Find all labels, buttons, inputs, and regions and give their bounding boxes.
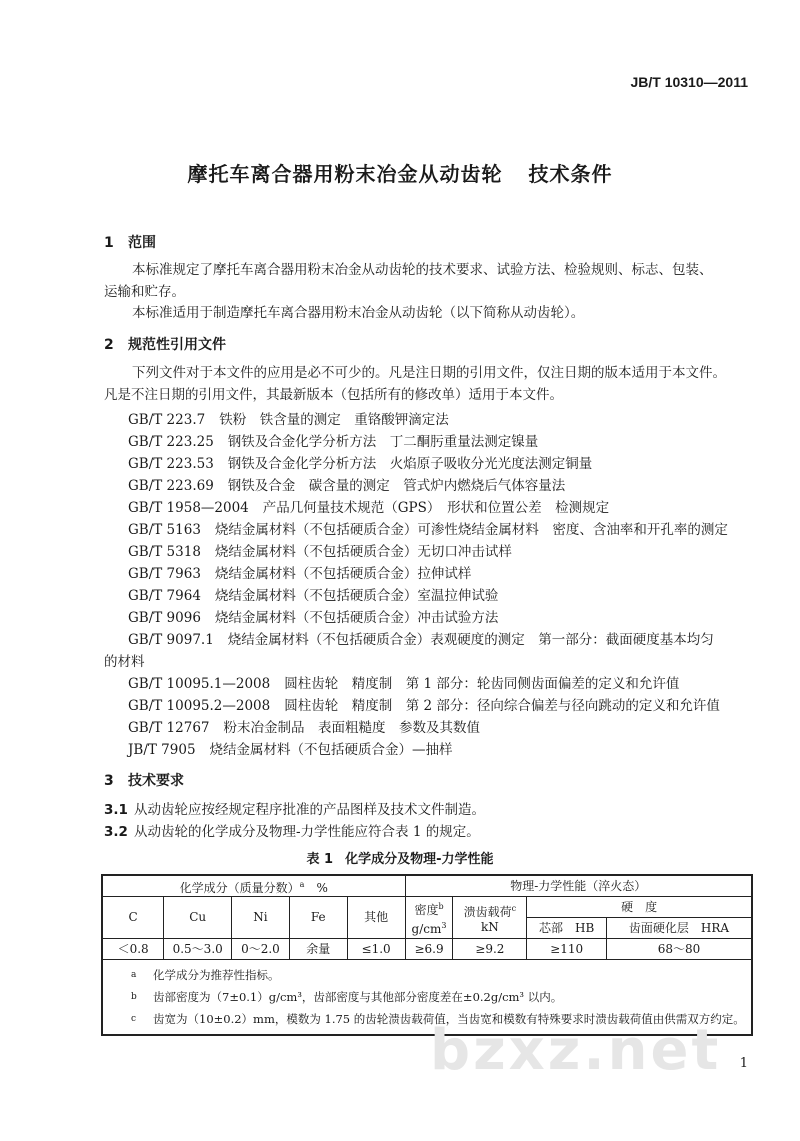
title-main: 摩托车离合器用粉末冶金从动齿轮 <box>187 162 503 186</box>
ref-continuation: 的材料 <box>104 654 145 670</box>
ref-title: 钢铁及合金化学分析方法 火焰原子吸收分光光度法测定铜量 <box>227 456 593 472</box>
ref-code: GB/T 5318 <box>128 544 201 560</box>
cell-cu: 0.5～3.0 <box>164 939 232 960</box>
ref-item <box>128 408 449 428</box>
document-title <box>0 158 800 187</box>
col-crush-label: 溃齿载荷 <box>463 904 512 919</box>
ref-title: 烧结金属材料（不包括硬质合金）表观硬度的测定 第一部分：截面硬度基本均匀 <box>227 632 714 648</box>
title-sub: 技术条件 <box>528 162 613 186</box>
ref-title: 钢铁及合金化学分析方法 丁二酮肟重量法测定镍量 <box>227 434 539 450</box>
cell-density: ≥6.9 <box>405 939 453 960</box>
col-crush-unit: kN <box>480 919 499 934</box>
section-3-heading <box>104 770 184 790</box>
col-density-unit: g/cm <box>411 921 442 936</box>
section-2-heading <box>104 334 226 354</box>
table-1-label: 表 1 <box>306 852 334 867</box>
cell-core: ≥110 <box>527 939 607 960</box>
ref-title: 圆柱齿轮 精度制 第 2 部分：径向综合偏差与径向跳动的定义和允许值 <box>284 698 720 714</box>
ref-code: GB/T 223.69 <box>128 478 214 494</box>
note-mark: c <box>131 1014 137 1024</box>
footnote-mark: b <box>438 901 444 911</box>
note-text: 齿部密度为（7±0.1）g/cm³，齿部密度与其他部分密度差在±0.2g/cm³ 以内。 <box>153 990 563 1004</box>
section-2-number: 2 <box>104 337 114 353</box>
ref-title: 烧结金属材料（不包括硬质合金）冲击试验方法 <box>214 610 499 626</box>
chem-group-label: 化学成分（质量分数） <box>179 880 300 895</box>
cell-surface: 68～80 <box>607 939 752 960</box>
ref-title: 烧结金属材料（不包括硬质合金）可渗性烧结金属材料 密度、含油率和开孔率的测定 <box>214 522 728 538</box>
clause-3-1-number: 3.1 <box>104 802 128 818</box>
phys-group-header: 物理-力学性能（淬火态） <box>405 875 752 897</box>
col-core-hb: 芯部 HB <box>527 918 607 939</box>
section-2-title: 规范性引用文件 <box>128 337 226 353</box>
watermark: bzxz.net <box>430 1018 722 1083</box>
table-row <box>102 939 752 960</box>
page-number: 1 <box>739 1056 748 1071</box>
clause-3-1-text: 从动齿轮应按经规定程序批准的产品图样及技术文件制造。 <box>134 802 485 818</box>
col-ni: Ni <box>232 897 290 939</box>
ref-title: 圆柱齿轮 精度制 第 1 部分：轮齿同侧齿面偏差的定义和允许值 <box>284 676 680 692</box>
table-header-row-1 <box>102 875 752 897</box>
col-fe: Fe <box>289 897 347 939</box>
section-1-heading <box>104 232 156 252</box>
ref-item <box>128 628 714 648</box>
col-surface-hra: 齿面硬化层 HRA <box>607 918 752 939</box>
properties-table <box>101 874 753 1036</box>
ref-title: 粉末冶金制品 表面粗糙度 参数及其数值 <box>223 720 480 736</box>
col-c: C <box>102 897 164 939</box>
footnote-mark: c <box>511 903 517 913</box>
ref-item <box>128 540 512 560</box>
ref-item <box>128 430 538 450</box>
ref-item <box>128 738 453 758</box>
section-1-para-2 <box>104 302 754 324</box>
section-1-para-1-line-1: 本标准规定了摩托车离合器用粉末冶金从动齿轮的技术要求、试验方法、检验规则、标志、包装、 <box>132 262 713 278</box>
ref-title: 烧结金属材料（不包括硬质合金）拉伸试样 <box>214 566 472 582</box>
table-header-row-2 <box>102 897 752 918</box>
table-1-title: 化学成分及物理-力学性能 <box>345 852 494 867</box>
col-density <box>405 897 453 939</box>
cell-c: ＜0.8 <box>102 939 164 960</box>
cell-crush: ≥9.2 <box>453 939 527 960</box>
ref-code: GB/T 223.53 <box>128 456 214 472</box>
footnote-mark: a <box>299 879 305 889</box>
ref-title: 烧结金属材料（不包括硬质合金）—抽样 <box>209 742 453 758</box>
ref-code: JB/T 7905 <box>128 742 196 758</box>
ref-item <box>128 452 592 472</box>
col-cu: Cu <box>164 897 232 939</box>
note-text: 化学成分为推荐性指标。 <box>153 968 280 982</box>
ref-item <box>128 518 728 538</box>
ref-title: 烧结金属材料（不包括硬质合金）无切口冲击试样 <box>214 544 512 560</box>
section-1-title: 范围 <box>128 235 156 251</box>
chem-group-unit: % <box>316 880 328 895</box>
ref-code: GB/T 7963 <box>128 566 201 582</box>
ref-code: GB/T 1958—2004 <box>128 500 249 516</box>
unit-exponent: 3 <box>441 920 447 930</box>
col-hardness: 硬 度 <box>527 897 752 918</box>
ref-code: GB/T 9097.1 <box>128 632 214 648</box>
ref-item <box>128 584 498 604</box>
ref-code: GB/T 223.25 <box>128 434 214 450</box>
col-crush-load <box>453 897 527 939</box>
section-1-para-1-line-2: 运输和贮存。 <box>104 284 185 300</box>
ref-code: GB/T 7964 <box>128 588 201 604</box>
cell-other: ≤1.0 <box>347 939 405 960</box>
section-2-intro-line-2: 凡是不注日期的引用文件，其最新版本（包括所有的修改单）适用于本文件。 <box>104 387 563 403</box>
clause-3-2 <box>104 820 480 840</box>
ref-code: GB/T 5163 <box>128 522 201 538</box>
table-note <box>131 964 751 986</box>
table-note <box>131 986 751 1008</box>
section-3-number: 3 <box>104 773 114 789</box>
clause-3-2-number: 3.2 <box>104 824 128 840</box>
ref-code: GB/T 223.7 <box>128 412 206 428</box>
cell-ni: 0～2.0 <box>232 939 290 960</box>
clause-3-2-text: 从动齿轮的化学成分及物理-力学性能应符合表 1 的规定。 <box>134 824 480 840</box>
chem-group-header <box>102 875 405 897</box>
ref-item <box>128 694 720 714</box>
section-1-number: 1 <box>104 235 114 251</box>
section-2-intro-line-1: 下列文件对于本文件的应用是必不可少的。凡是注日期的引用文件，仅注日期的版本适用于本文件。 <box>132 365 726 381</box>
section-2-intro <box>104 362 754 406</box>
ref-title: 产品几何量技术规范（GPS） 形状和位置公差 检测规定 <box>262 500 610 516</box>
section-1-para-1 <box>104 259 754 303</box>
ref-title: 烧结金属材料（不包括硬质合金）室温拉伸试验 <box>214 588 499 604</box>
cell-fe: 余量 <box>289 939 347 960</box>
ref-title: 钢铁及合金 碳含量的测定 管式炉内燃烧后气体容量法 <box>227 478 566 494</box>
note-text: 齿宽为（10±0.2）mm，模数为 1.75 的齿轮溃齿载荷值，当齿宽和模数有特殊要求时溃齿载荷值由供需双方约定。 <box>153 1012 745 1026</box>
table-1-caption <box>0 848 800 867</box>
ref-code: GB/T 10095.1—2008 <box>128 676 271 692</box>
section-3-title: 技术要求 <box>128 773 184 789</box>
ref-title: 铁粉 铁含量的测定 重铬酸钾滴定法 <box>219 412 449 428</box>
ref-code: GB/T 12767 <box>128 720 210 736</box>
standard-code: JB/T 10310—2011 <box>630 74 748 90</box>
ref-code: GB/T 9096 <box>128 610 201 626</box>
clause-3-1 <box>104 798 485 818</box>
ref-item <box>128 474 565 494</box>
col-density-label: 密度 <box>414 902 439 917</box>
col-other: 其他 <box>347 897 405 939</box>
ref-item <box>128 496 609 516</box>
section-1-para-2-text: 本标准适用于制造摩托车离合器用粉末冶金从动齿轮（以下简称从动齿轮）。 <box>132 305 585 321</box>
note-mark: a <box>131 970 137 980</box>
ref-item <box>128 716 480 736</box>
ref-code: GB/T 10095.2—2008 <box>128 698 271 714</box>
ref-item <box>128 606 498 626</box>
ref-item <box>128 672 679 692</box>
note-mark: b <box>131 992 137 1002</box>
ref-item <box>128 562 471 582</box>
